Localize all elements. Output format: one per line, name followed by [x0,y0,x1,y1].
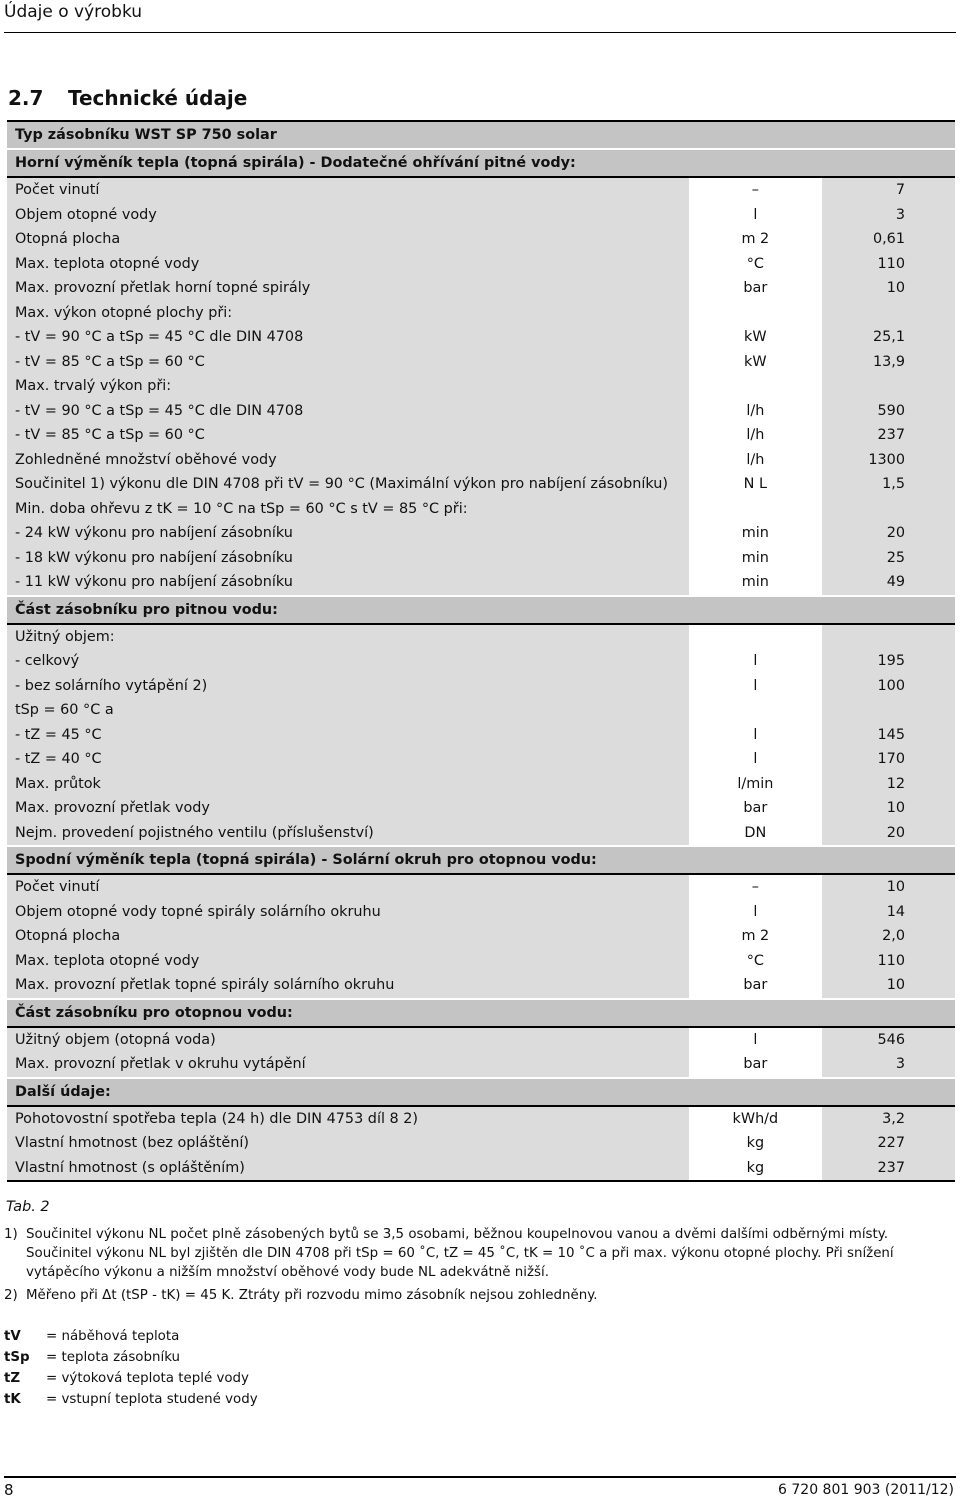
parameter-cell: Užitný objem: [7,625,689,650]
unit-cell: l [753,206,758,223]
value-cell: 2,0 [822,924,955,949]
value-cell [822,301,955,326]
table-row [7,796,955,821]
table-row [7,374,955,399]
unit-cell: – [751,879,759,896]
table-row [7,1131,955,1156]
value-cell: 20 [822,821,955,846]
table-row [7,203,955,228]
value-cell: 227 [822,1131,955,1156]
value-cell: 7 [822,178,955,203]
unit-cell [689,301,822,326]
table-row [7,276,955,301]
table-row [7,625,955,650]
table-row [7,698,955,723]
table-row [7,723,955,748]
value-cell: 14 [822,900,955,925]
value-cell [822,497,955,522]
parameter-cell: Otopná plocha [7,924,689,949]
table-row [7,350,955,375]
parameter-cell: Min. doba ohřevu z tK = 10 °C na tSp = 60 °C s tV = 85 °C při: [7,497,689,522]
unit-cell: °C [746,255,764,272]
unit-cell: kW [744,329,767,346]
table-type-heading: Typ zásobníku WST SP 750 solar [7,122,955,150]
symbol-legend [4,1326,258,1410]
value-cell: 170 [822,747,955,772]
parameter-cell: Nejm. provedení pojistného ventilu (příslušenství) [7,821,689,846]
page-number: 8 [4,1481,14,1499]
unit-cell: min [741,525,769,542]
table-row [7,821,955,846]
legend-symbol: tV [4,1329,21,1344]
legend-text: = vstupní teplota studené vody [46,1392,258,1407]
unit-cell: l [753,653,758,670]
value-cell: 12 [822,772,955,797]
unit-cell: l [753,677,758,694]
legend-row [4,1389,258,1410]
value-cell: 590 [822,399,955,424]
parameter-cell: - 24 kW výkonu pro nabíjení zásobníku [7,521,689,546]
table-row [7,521,955,546]
unit-cell: °C [746,952,764,969]
table-row [7,178,955,203]
table-caption: Tab. 2 [6,1199,50,1215]
parameter-cell: Objem otopné vody topné spirály solárního okruhu [7,900,689,925]
parameter-cell: Otopná plocha [7,227,689,252]
value-cell: 25 [822,546,955,571]
table-bottom-rule [7,1180,955,1182]
table-section-heading: Další údaje: [7,1077,955,1107]
unit-cell: l/min [737,775,774,792]
header-rule [4,32,956,33]
legend-text: = náběhová teplota [46,1329,180,1344]
legend-symbol: tK [4,1392,21,1407]
unit-cell: N L [743,476,768,493]
value-cell: 110 [822,252,955,277]
section-number: 2.7 [8,86,44,110]
table-row [7,472,955,497]
unit-cell: l [753,726,758,743]
value-cell: 10 [822,276,955,301]
value-cell [822,374,955,399]
table-row [7,949,955,974]
table-row [7,325,955,350]
running-header: Údaje o výrobku [4,2,143,22]
table-row [7,1052,955,1077]
table-row [7,772,955,797]
value-cell: 1,5 [822,472,955,497]
unit-cell: – [751,182,759,199]
unit-cell: l [753,903,758,920]
technical-data-table [7,120,955,1182]
unit-cell: bar [743,800,768,817]
parameter-cell: Max. provozní přetlak v okruhu vytápění [7,1052,689,1077]
footnote [4,1286,934,1305]
table-section-heading: Část zásobníku pro pitnou vodu: [7,595,955,625]
unit-cell: DN [744,824,767,841]
table-row [7,1107,955,1132]
legend-symbol: tSp [4,1350,30,1365]
table-row [7,227,955,252]
value-cell: 237 [822,423,955,448]
table-row [7,546,955,571]
unit-cell: bar [743,280,768,297]
footnote-text: Součinitel výkonu NL počet plně zásobených bytů se 3,5 osobami, běžnou koupelnovou vanou a dvěmi dalšími odběrnými místy. Součinitel výkonu NL byl zjištěn dle DIN 4708 při tSp = 60 ˚C, tZ = 45 ˚C, tK = 10 ˚C a při max. výkonu otopné plochy. Při snížení vytápěcího výkonu a nižším množství oběhové vody bude NL adekvátně nižší. [26,1227,894,1280]
value-cell: 49 [822,570,955,595]
unit-cell: l/h [746,427,765,444]
value-cell: 13,9 [822,350,955,375]
table-row [7,301,955,326]
parameter-cell: - tV = 85 °C a tSp = 60 °C [7,423,689,448]
value-cell: 20 [822,521,955,546]
unit-cell: l/h [746,451,765,468]
table-row [7,900,955,925]
parameter-cell: - 11 kW výkonu pro nabíjení zásobníku [7,570,689,595]
value-cell: 0,61 [822,227,955,252]
table-row [7,875,955,900]
footer-rule [4,1476,956,1478]
legend-row [4,1326,258,1347]
unit-cell: m 2 [741,231,770,248]
value-cell [822,625,955,650]
value-cell [822,698,955,723]
parameter-cell: Počet vinutí [7,178,689,203]
parameter-cell: Vlastní hmotnost (s opláštěním) [7,1156,689,1181]
table-row [7,252,955,277]
table-row [7,423,955,448]
legend-row [4,1368,258,1389]
value-cell: 1300 [822,448,955,473]
value-cell: 10 [822,875,955,900]
parameter-cell: Vlastní hmotnost (bez opláštění) [7,1131,689,1156]
table-row [7,570,955,595]
value-cell: 110 [822,949,955,974]
unit-cell: l/h [746,402,765,419]
unit-cell: kg [746,1159,765,1176]
value-cell: 145 [822,723,955,748]
parameter-cell: Zohledněné množství oběhové vody [7,448,689,473]
unit-cell: l [753,1031,758,1048]
section-title-text: Technické údaje [68,86,248,110]
value-cell: 3 [822,1052,955,1077]
unit-cell [689,698,822,723]
parameter-cell: - tV = 85 °C a tSp = 60 °C [7,350,689,375]
parameter-cell: Max. provozní přetlak vody [7,796,689,821]
parameter-cell: Objem otopné vody [7,203,689,228]
parameter-cell: - 18 kW výkonu pro nabíjení zásobníku [7,546,689,571]
footnotes [4,1225,934,1309]
footnote-marker: 1) [4,1227,18,1242]
table-row [7,649,955,674]
table-row [7,747,955,772]
unit-cell: kW [744,353,767,370]
legend-text: = teplota zásobníku [46,1350,181,1365]
parameter-cell: Součinitel 1) výkonu dle DIN 4708 při tV = 90 °C (Maximální výkon pro nabíjení zásobníku) [7,472,689,497]
table-row [7,674,955,699]
parameter-cell: - tV = 90 °C a tSp = 45 °C dle DIN 4708 [7,399,689,424]
value-cell: 100 [822,674,955,699]
table-section-heading: Spodní výměník tepla (topná spirála) - Solární okruh pro otopnou vodu: [7,845,955,875]
parameter-cell: - bez solárního vytápění 2) [7,674,689,699]
parameter-cell: Max. trvalý výkon při: [7,374,689,399]
parameter-cell: Max. průtok [7,772,689,797]
parameter-cell: Max. teplota otopné vody [7,252,689,277]
table-section-heading: Horní výměník tepla (topná spirála) - Dodatečné ohřívání pitné vody: [7,150,955,178]
unit-cell: min [741,549,769,566]
document-id: 6 720 801 903 (2011/12) [778,1482,954,1498]
table-row [7,497,955,522]
value-cell: 237 [822,1156,955,1181]
value-cell: 25,1 [822,325,955,350]
unit-cell: bar [743,1056,768,1073]
value-cell: 10 [822,973,955,998]
legend-text: = výtoková teplota teplé vody [46,1371,249,1386]
legend-symbol: tZ [4,1371,21,1386]
parameter-cell: Max. výkon otopné plochy při: [7,301,689,326]
footnote-text: Měřeno při Δt (tSP - tK) = 45 K. Ztráty při rozvodu mimo zásobník nejsou zohledněny. [26,1288,598,1303]
legend-row [4,1347,258,1368]
value-cell: 546 [822,1028,955,1053]
parameter-cell: Max. provozní přetlak topné spirály solárního okruhu [7,973,689,998]
unit-cell: l [753,751,758,768]
parameter-cell: - tZ = 45 °C [7,723,689,748]
parameter-cell: tSp = 60 °C a [7,698,689,723]
unit-cell: kWh/d [732,1110,779,1127]
unit-cell [689,625,822,650]
parameter-cell: - tV = 90 °C a tSp = 45 °C dle DIN 4708 [7,325,689,350]
parameter-cell: Max. provozní přetlak horní topné spirály [7,276,689,301]
unit-cell: bar [743,977,768,994]
unit-cell: min [741,574,769,591]
unit-cell: kg [746,1135,765,1152]
unit-cell [689,497,822,522]
parameter-cell: Užitný objem (otopná voda) [7,1028,689,1053]
value-cell: 3,2 [822,1107,955,1132]
unit-cell: m 2 [741,928,770,945]
table-row [7,1156,955,1181]
parameter-cell: Max. teplota otopné vody [7,949,689,974]
parameter-cell: - celkový [7,649,689,674]
footnote [4,1225,934,1282]
parameter-cell: - tZ = 40 °C [7,747,689,772]
value-cell: 195 [822,649,955,674]
parameter-cell: Pohotovostní spotřeba tepla (24 h) dle DIN 4753 díl 8 2) [7,1107,689,1132]
section-title [8,86,247,110]
value-cell: 10 [822,796,955,821]
table-row [7,399,955,424]
parameter-cell: Počet vinutí [7,875,689,900]
unit-cell [689,374,822,399]
value-cell: 3 [822,203,955,228]
table-section-heading: Část zásobníku pro otopnou vodu: [7,998,955,1028]
table-row [7,448,955,473]
footnote-marker: 2) [4,1288,18,1303]
table-row [7,1028,955,1053]
table-row [7,973,955,998]
table-row [7,924,955,949]
